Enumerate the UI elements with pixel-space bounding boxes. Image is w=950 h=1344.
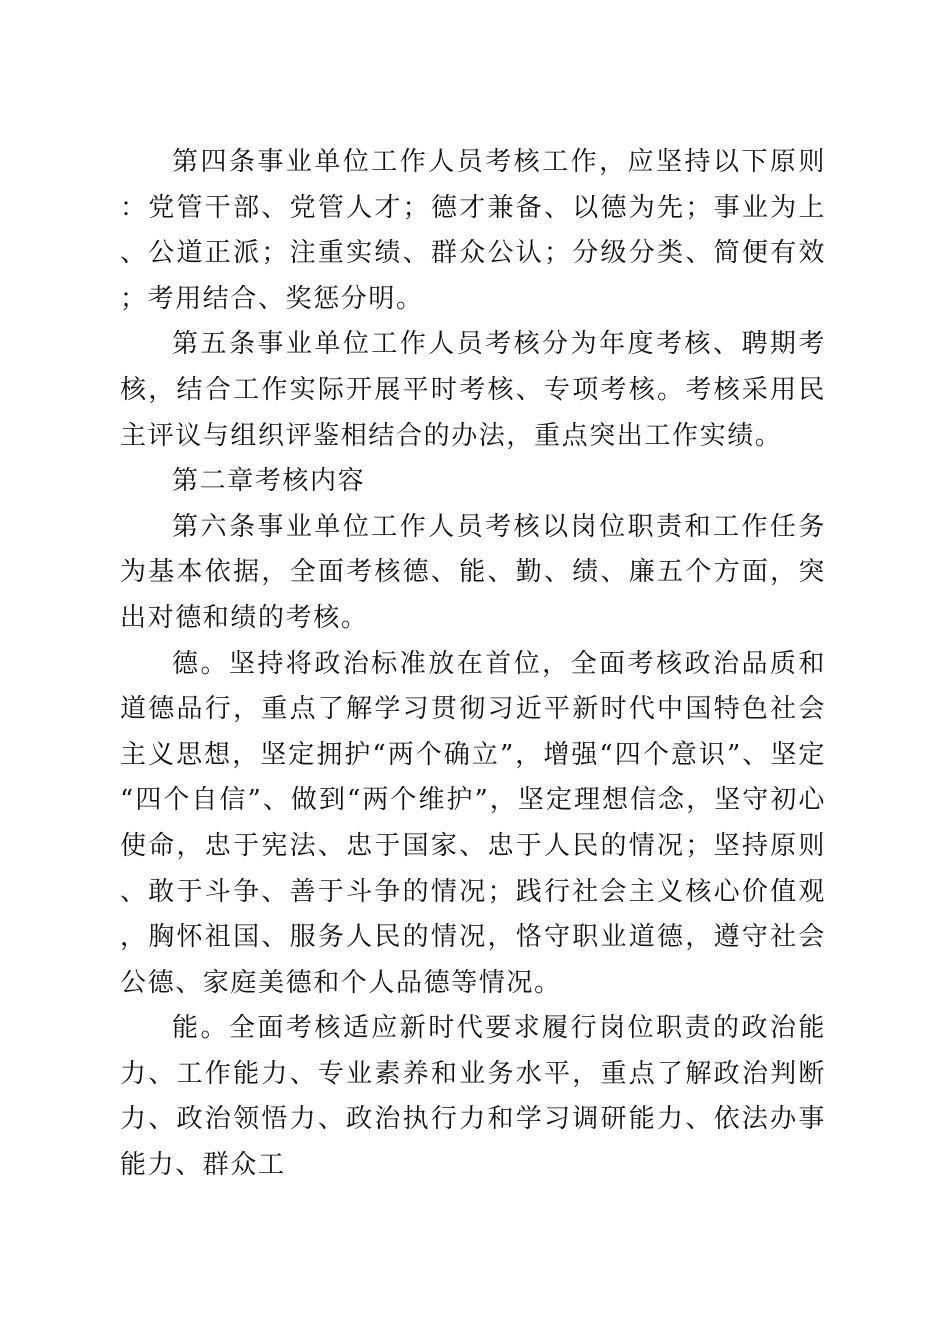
virtue-paragraph: 德。坚持将政治标准放在首位，全面考核政治品质和道德品行，重点了解学习贯彻习近平新时代中国特色社会主义思想，坚定拥护“两个确立”，增强“四个意识”、坚定“四个自信”、做到“两个维护”，坚定理想信念，坚守初心使命，忠于宪法、忠于国家、忠于人民的情况；坚持原则、敢于斗争、善于斗争的情况；践行社会主义核心价值观，胸怀祖国、服务人民的情况，恪守职业道德，遵守社会公德、家庭美德和个人品德等情况。 [120, 648, 826, 998]
ability-paragraph: 能。全面考核适应新时代要求履行岗位职责的政治能力、工作能力、专业素养和业务水平，重点了解政治判断力、政治领悟力、政治执行力和学习调研能力、依法办事能力、群众工 [120, 1013, 826, 1181]
document-page [120, 140, 826, 1189]
article-4-paragraph: 第四条事业单位工作人员考核工作，应坚持以下原则：党管干部、党管人才；德才兼备、以德为先；事业为上、公道正派；注重实绩、群众公认；分级分类、简便有效；考用结合、奖惩分明。 [120, 147, 826, 314]
article-6-paragraph: 第六条事业单位工作人员考核以岗位职责和工作任务为基本依据，全面考核德、能、勤、绩、廉五个方面，突出对德和绩的考核。 [120, 511, 826, 633]
chapter-2-heading: 第二章考核内容 [172, 466, 366, 497]
article-5-paragraph: 第五条事业单位工作人员考核分为年度考核、聘期考核，结合工作实际开展平时考核、专项考核。考核采用民主评议与组织评鉴相结合的办法，重点突出工作实绩。 [120, 329, 826, 451]
